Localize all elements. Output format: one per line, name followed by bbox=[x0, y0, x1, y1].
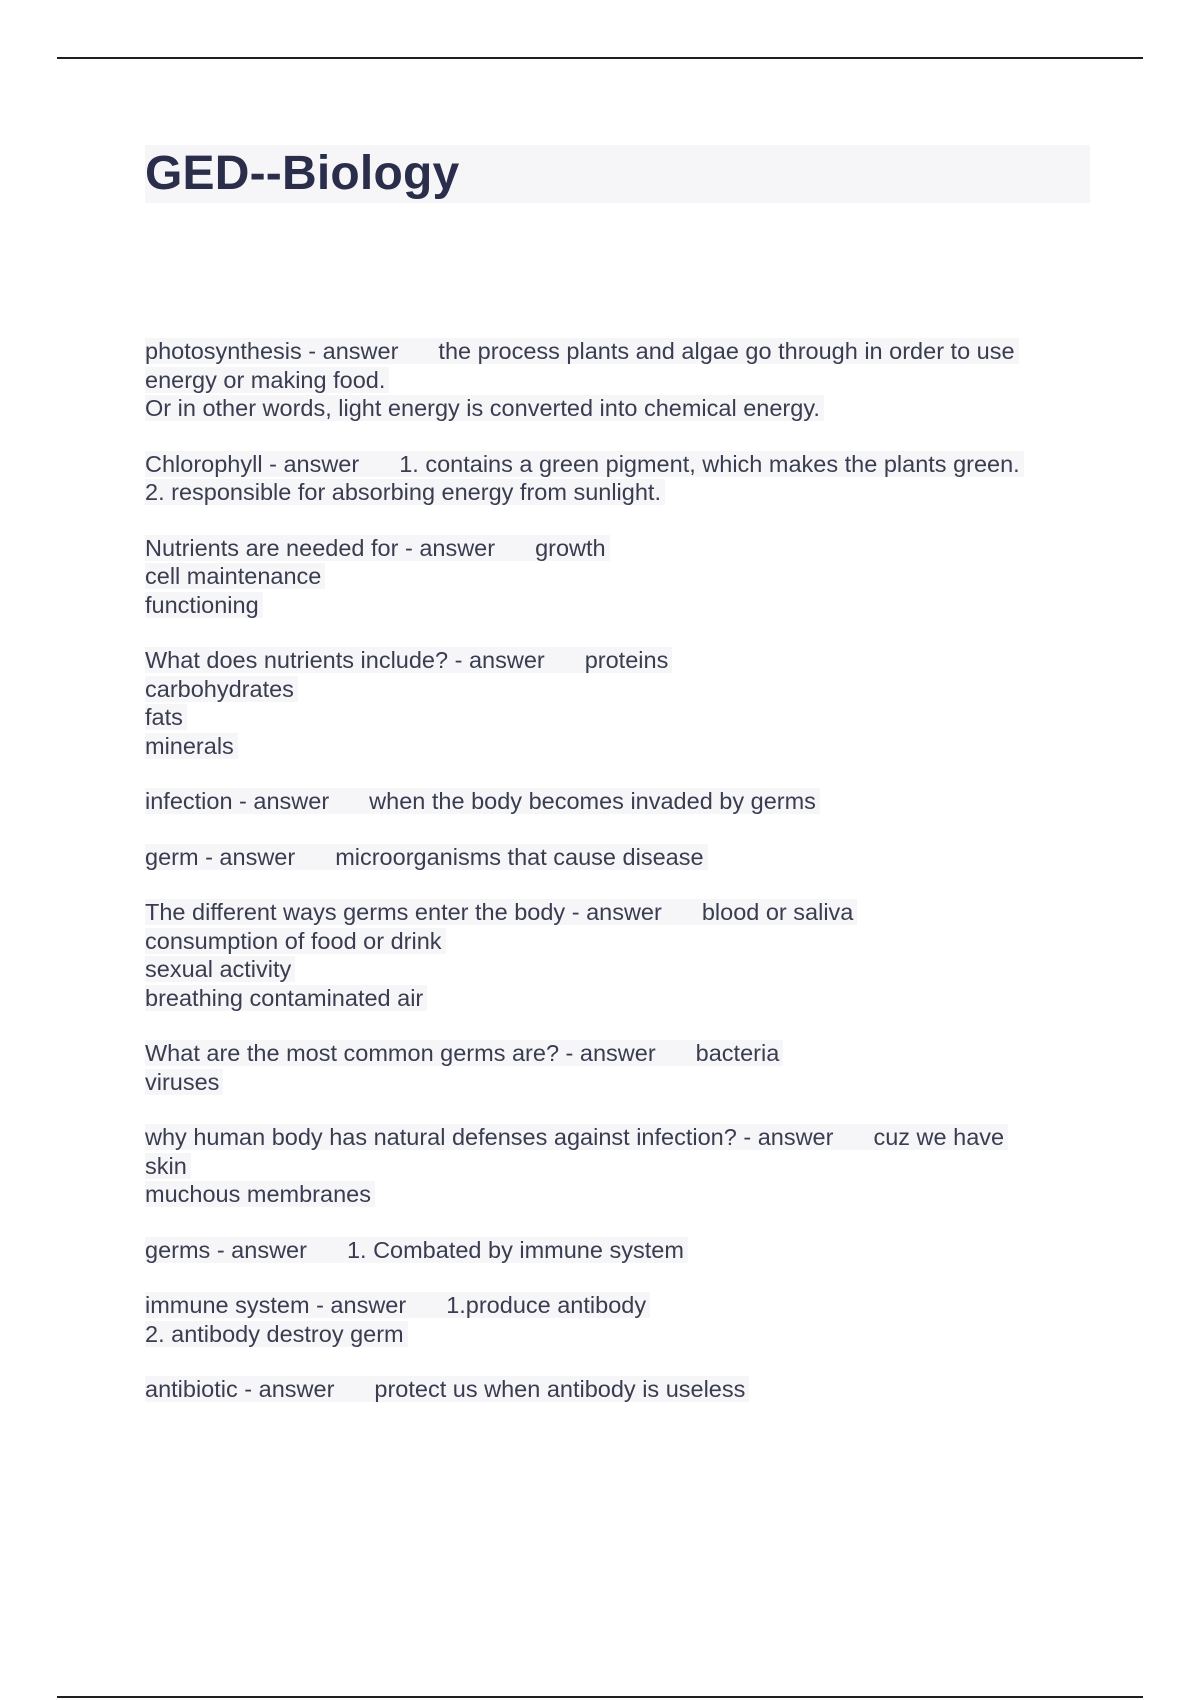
flashcard-entry bbox=[145, 787, 1105, 816]
bottom-rule bbox=[57, 1696, 1143, 1698]
flashcard-term: photosynthesis bbox=[145, 338, 302, 364]
flashcard-entry bbox=[145, 1123, 1105, 1209]
flashcard-first-line-text bbox=[145, 647, 672, 673]
flashcard-term: germ bbox=[145, 843, 199, 870]
flashcard-entry bbox=[145, 843, 1105, 872]
flashcard-term: germs bbox=[145, 1236, 211, 1263]
flashcard-answer-line: microorganisms that cause disease bbox=[335, 843, 704, 870]
flashcard-first-line-text bbox=[145, 788, 820, 814]
flashcard-answer-row bbox=[145, 955, 1105, 984]
flashcard-answer-line: energy or making food. bbox=[145, 367, 389, 393]
flashcard-list bbox=[145, 337, 1105, 1431]
flashcard-answer-line: cell maintenance bbox=[145, 563, 325, 589]
flashcard-entry bbox=[145, 1291, 1105, 1348]
top-rule bbox=[57, 57, 1143, 59]
flashcard-answer-line: bacteria bbox=[695, 1040, 780, 1066]
flashcard-answer-row bbox=[145, 1152, 1105, 1181]
flashcard-answer-row bbox=[145, 927, 1105, 956]
flashcard-entry bbox=[145, 337, 1105, 423]
flashcard-first-line-text bbox=[145, 844, 708, 870]
flashcard-term: The different ways germs enter the body bbox=[145, 899, 566, 925]
flashcard-answer-row bbox=[145, 394, 1105, 423]
flashcard-answer-line: fats bbox=[145, 704, 187, 730]
flashcard-entry bbox=[145, 1236, 1105, 1265]
flashcard-answer-line: proteins bbox=[584, 647, 669, 673]
flashcard-answer-row bbox=[145, 591, 1105, 620]
flashcard-first-line bbox=[145, 534, 1105, 563]
flashcard-term: infection bbox=[145, 788, 233, 814]
answer-separator: - answer bbox=[301, 338, 399, 364]
flashcard-answer-line: blood or saliva bbox=[701, 899, 854, 925]
answer-separator: - answer bbox=[198, 843, 296, 870]
answer-separator: - answer bbox=[262, 450, 360, 477]
answer-separator: - answer bbox=[237, 1376, 335, 1402]
flashcard-answer-line: cuz we have bbox=[873, 1124, 1005, 1150]
flashcard-term: Chlorophyll bbox=[145, 450, 263, 477]
flashcard-answer-row bbox=[145, 478, 1105, 507]
flashcard-first-line-text bbox=[145, 1292, 650, 1318]
flashcard-answer-line: muchous membranes bbox=[145, 1181, 375, 1207]
answer-separator: - answer bbox=[559, 1040, 656, 1066]
flashcard-answer-line: 2. responsible for absorbing energy from sunlight. bbox=[145, 479, 665, 505]
flashcard-first-line bbox=[145, 1039, 1105, 1068]
flashcard-answer-row bbox=[145, 984, 1105, 1013]
flashcard-answer-row bbox=[145, 366, 1105, 395]
flashcard-first-line bbox=[145, 1123, 1105, 1152]
flashcard-answer-line: functioning bbox=[145, 592, 263, 618]
flashcard-entry bbox=[145, 646, 1105, 760]
answer-separator: - answer bbox=[565, 899, 662, 925]
document-title: GED--Biology bbox=[145, 147, 460, 200]
flashcard-answer-line: growth bbox=[535, 534, 606, 561]
flashcard-term: Nutrients are needed for bbox=[145, 534, 399, 561]
flashcard-first-line-text bbox=[145, 535, 610, 561]
flashcard-answer-line: 2. antibody destroy germ bbox=[145, 1321, 408, 1347]
answer-separator: - answer bbox=[309, 1292, 407, 1318]
flashcard-answer-line: consumption of food or drink bbox=[145, 928, 446, 954]
flashcard-first-line bbox=[145, 843, 1105, 872]
flashcard-first-line bbox=[145, 450, 1105, 479]
answer-separator: - answer bbox=[210, 1236, 307, 1263]
flashcard-answer-line: when the body becomes invaded by germs bbox=[369, 788, 816, 814]
flashcard-answer-line: minerals bbox=[145, 733, 238, 759]
answer-separator: - answer bbox=[736, 1124, 834, 1150]
flashcard-term: why human body has natural defenses against infection? bbox=[145, 1124, 737, 1150]
flashcard-answer-row bbox=[145, 562, 1105, 591]
flashcard-answer-line: 1.produce antibody bbox=[446, 1292, 647, 1318]
flashcard-first-line-text bbox=[145, 338, 1019, 364]
flashcard-entry bbox=[145, 450, 1105, 507]
flashcard-answer-line: skin bbox=[145, 1153, 191, 1179]
flashcard-answer-line: 1. contains a green pigment, which makes the plants green. bbox=[399, 450, 1020, 477]
flashcard-answer-row bbox=[145, 732, 1105, 761]
answer-separator: - answer bbox=[448, 647, 545, 673]
flashcard-first-line-text bbox=[145, 451, 1024, 477]
flashcard-entry bbox=[145, 1039, 1105, 1096]
flashcard-term: What does nutrients include? bbox=[145, 647, 449, 673]
flashcard-first-line bbox=[145, 898, 1105, 927]
flashcard-first-line-text bbox=[145, 1237, 688, 1263]
flashcard-entry bbox=[145, 898, 1105, 1012]
answer-separator: - answer bbox=[232, 788, 330, 814]
flashcard-term: antibiotic bbox=[145, 1376, 238, 1402]
flashcard-first-line bbox=[145, 787, 1105, 816]
flashcard-answer-line: sexual activity bbox=[145, 956, 295, 982]
flashcard-first-line bbox=[145, 646, 1105, 675]
flashcard-entry bbox=[145, 1375, 1105, 1404]
flashcard-first-line-text bbox=[145, 1376, 749, 1402]
flashcard-answer-row bbox=[145, 1320, 1105, 1349]
flashcard-first-line bbox=[145, 1375, 1105, 1404]
flashcard-first-line-text bbox=[145, 899, 857, 925]
flashcard-entry bbox=[145, 534, 1105, 620]
flashcard-term: What are the most common germs are? bbox=[145, 1040, 560, 1066]
flashcard-first-line-text bbox=[145, 1040, 783, 1066]
flashcard-answer-line: Or in other words, light energy is converted into chemical energy. bbox=[145, 395, 824, 421]
answer-separator: - answer bbox=[398, 534, 496, 561]
flashcard-first-line bbox=[145, 1291, 1105, 1320]
flashcard-answer-row bbox=[145, 703, 1105, 732]
flashcard-answer-line: the process plants and algae go through in order to use bbox=[438, 338, 1015, 364]
flashcard-answer-line: breathing contaminated air bbox=[145, 985, 427, 1011]
flashcard-answer-line: protect us when antibody is useless bbox=[374, 1376, 746, 1402]
flashcard-first-line-text bbox=[145, 1124, 1008, 1150]
flashcard-answer-line: viruses bbox=[145, 1069, 223, 1095]
flashcard-first-line bbox=[145, 337, 1105, 366]
flashcard-answer-row bbox=[145, 675, 1105, 704]
flashcard-answer-row bbox=[145, 1068, 1105, 1097]
flashcard-answer-row bbox=[145, 1180, 1105, 1209]
flashcard-first-line bbox=[145, 1236, 1105, 1265]
flashcard-answer-line: carbohydrates bbox=[145, 676, 298, 702]
flashcard-answer-line: 1. Combated by immune system bbox=[346, 1236, 684, 1263]
flashcard-term: immune system bbox=[145, 1292, 310, 1318]
